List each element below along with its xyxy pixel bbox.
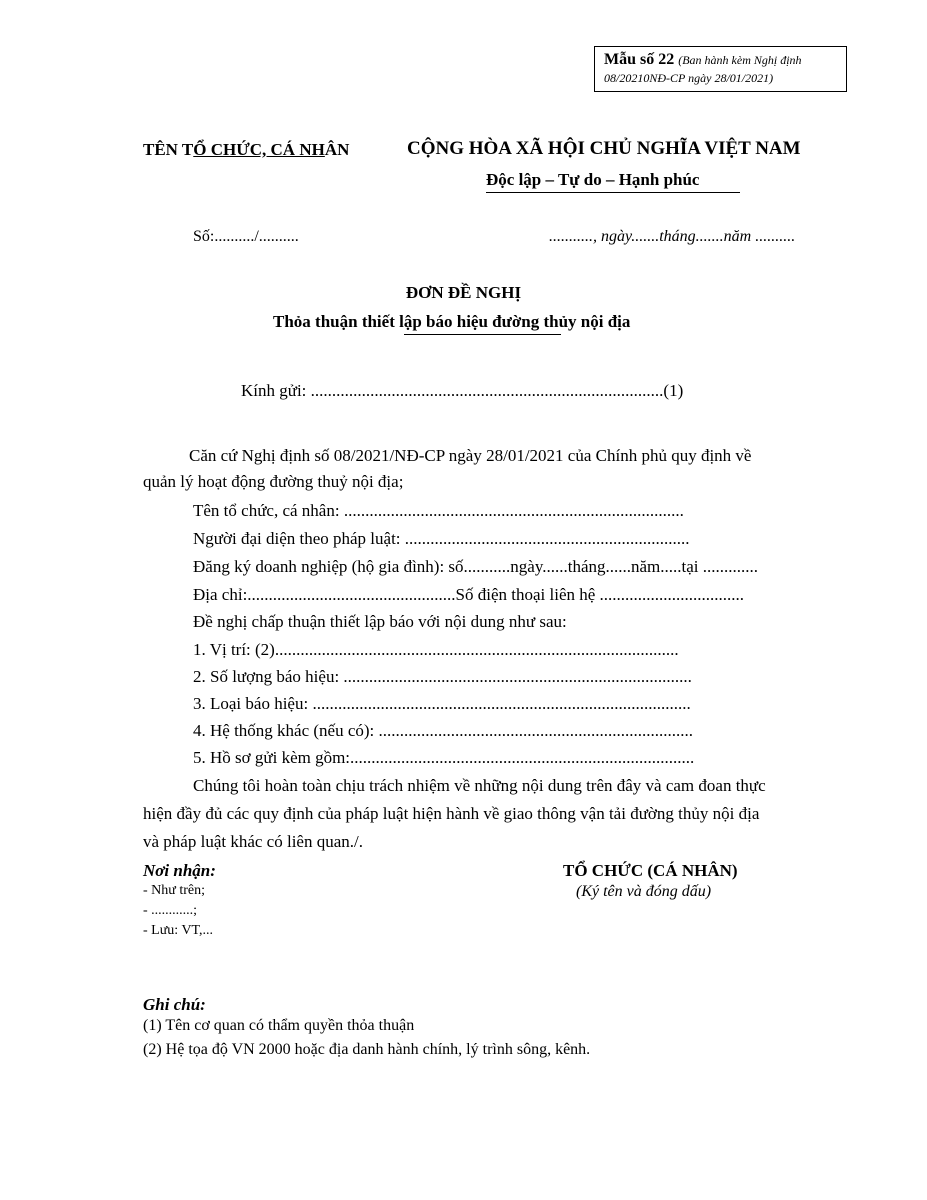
form-number: Mẫu số 22: [604, 51, 675, 68]
legal-basis-line1: Căn cứ Nghị định số 08/2021/NĐ-CP ngày 28/01/2021 của Chính phủ quy định về: [189, 446, 752, 465]
form-number-box: [594, 46, 847, 92]
document-subtitle: Thỏa thuận thiết lập báo hiệu đường thủy nội địa: [273, 312, 631, 331]
document-title: ĐƠN ĐỀ NGHỊ: [405, 283, 522, 302]
signature-note: (Ký tên và đóng dấu): [576, 883, 712, 900]
legal-basis-line2: quản lý hoạt động đường thuỷ nội địa;: [143, 472, 404, 491]
commitment-line3: và pháp luật khác có liên quan./.: [143, 832, 363, 851]
item-type: 3. Loại báo hiệu: .........................................................................................: [193, 694, 691, 713]
recipient-item: - Như trên;: [143, 883, 206, 898]
field-legal-rep: Người đại diện theo pháp luật: ...................................................................: [193, 529, 690, 548]
note-item: (2) Hệ tọa độ VN 2000 hoặc địa danh hành chính, lý trình sông, kênh.: [143, 1041, 591, 1058]
commitment-line2: hiện đầy đủ các quy định của pháp luật hiện hành về giao thông vận tải đường thủy nội địa: [143, 804, 760, 823]
commitment-line1: Chúng tôi hoàn toàn chịu trách nhiệm về những nội dung trên đây và cam đoan thực: [193, 776, 766, 795]
form-decree-note: (Ban hành kèm Nghị định: [678, 53, 802, 67]
field-org-name: Tên tổ chức, cá nhân: ................................................................................: [193, 501, 684, 520]
note-item: (1) Tên cơ quan có thẩm quyền thỏa thuận: [143, 1017, 415, 1034]
form-decree-note-line2: 08/20210NĐ-CP ngày 28/01/2021): [604, 71, 774, 85]
field-business-reg: Đăng ký doanh nghiệp (hộ gia đình): số...........ngày......tháng......năm.....tại .............: [193, 557, 759, 576]
document-date: ..........., ngày.......tháng.......năm ..........: [549, 228, 796, 245]
addressee-line: Kính gửi: ...................................................................................(1): [241, 381, 684, 400]
national-title: CỘNG HÒA XÃ HỘI CHỦ NGHĨA VIỆT NAM: [407, 138, 801, 159]
item-quantity: 2. Số lượng báo hiệu: ..................................................................................: [193, 667, 692, 686]
signature-title: TỔ CHỨC (CÁ NHÂN): [563, 861, 738, 880]
motto-underline: [486, 192, 740, 193]
national-motto: Độc lập – Tự do – Hạnh phúc: [486, 170, 700, 189]
request-statement: Đề nghị chấp thuận thiết lập báo với nội dung như sau:: [193, 612, 567, 631]
field-address-phone: Địa chỉ:.................................................Số điện thoại liên hệ ..................................: [193, 585, 745, 604]
subtitle-underline: [404, 334, 561, 335]
recipients-heading: Nơi nhận:: [143, 861, 216, 880]
document-number: Số:........../..........: [193, 228, 299, 245]
recipient-item: - Lưu: VT,...: [143, 923, 214, 938]
item-location: 1. Vị trí: (2)...............................................................................................: [193, 640, 679, 659]
item-attachments: 5. Hồ sơ gửi kèm gồm:.................................................................................: [193, 748, 695, 767]
item-other-system: 4. Hệ thống khác (nếu có): ..........................................................................: [193, 721, 694, 740]
organization-name: TÊN TỔ CHỨC, CÁ NHÂN: [143, 140, 350, 159]
recipient-item: - ............;: [143, 903, 198, 918]
notes-heading: Ghi chú:: [143, 995, 206, 1014]
